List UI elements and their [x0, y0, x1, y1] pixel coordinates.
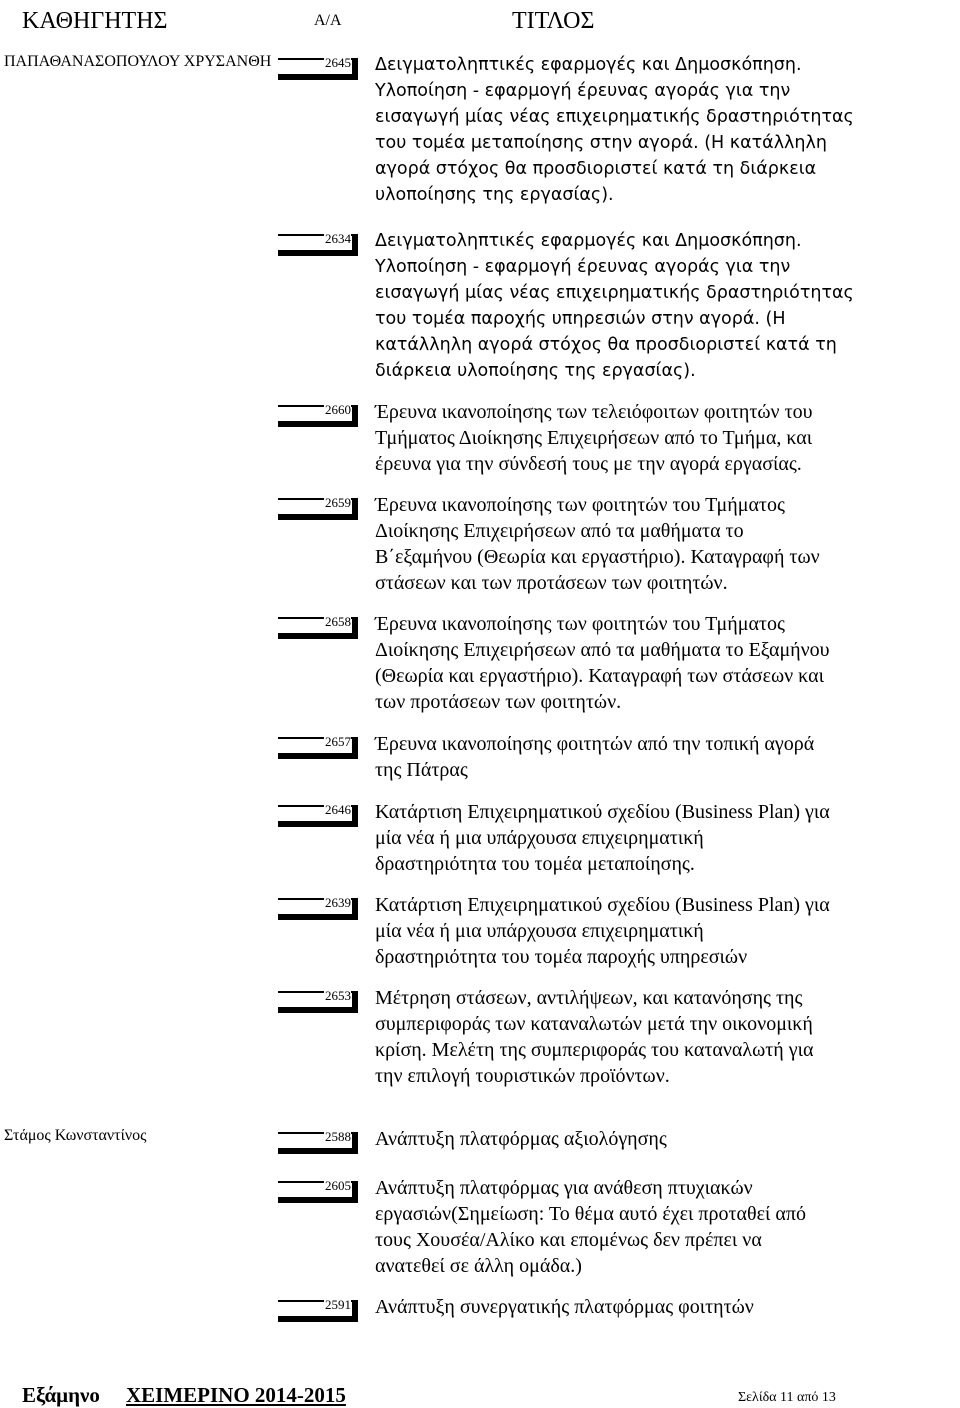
topic-title: Έρευνα ικανοποίησης των τελειόφοιτων φοιτητών του Τμήματος Διοίκησης Επιχειρήσεων από το Τμήμα, και έρευνα για την σύνδεσή τους με την αγορά εργασίας. [375, 401, 813, 475]
topic-title: Ανάπτυξη πλατφόρμας αξιολόγησης [375, 1128, 667, 1150]
topic-title: Ανάπτυξη πλατφόρμας για ανάθεση πτυχιακών εργασιών(Σημείωση: Το θέμα αυτό έχει προταθεί από τους Χουσέα/Αλίκο και επομένως δεν πρέπει να ανατεθεί σε άλλη ομάδα.) [375, 1177, 806, 1277]
topic-id: 2639 [325, 895, 351, 910]
professor-name: ΠΑΠΑΘΑΝΑΣΟΠΟΥΛΟΥ ΧΡΥΣΑΝΘΗ [4, 53, 272, 70]
topic-id: 2658 [325, 614, 351, 629]
header-aa: Α/Α [314, 12, 342, 29]
topic-title: Δειγματοληπτικές εφαρμογές και Δημοσκόπηση. Υλοποίηση - εφαρμογή έρευνας αγοράς για την εισαγωγή μίας νέας επιχειρηματικής δραστηριότητας του τομέα μεταποίησης στην αγορά. (Η κατάλληλη αγορά στόχος θα προσδιοριστεί κατά τη διάρκεια υλοποίησης της εργασίας). [375, 55, 854, 205]
header-title: ΤΙΤΛΟΣ [512, 8, 595, 34]
topic-title: Έρευνα ικανοποίησης των φοιτητών του Τμήματος Διοίκησης Επιχειρήσεων από τα μαθήματα το Εξαμήνου (Θεωρία και εργαστήριο). Καταγραφή των στάσεων και των προτάσεων των φοιτητών. [375, 613, 830, 713]
professor-name: Στάμος Κωνσταντίνος [4, 1127, 147, 1144]
topic-title: Μέτρηση στάσεων, αντιλήψεων, και κατανόησης της συμπεριφοράς των καταναλωτών μετά την οικονομική κρίση. Μελέτη της συμπεριφοράς του καταναλωτή για την επιλογή τουριστικών προϊόντων. [375, 987, 814, 1087]
id-box [278, 55, 358, 80]
id-box [278, 1178, 358, 1203]
id-box [278, 802, 358, 827]
id-box [278, 231, 358, 256]
topic-id: 2645 [325, 55, 351, 70]
id-box [278, 495, 358, 520]
topic-title: Κατάρτιση Επιχειρηματικού σχεδίου (Business Plan) για μία νέα ή μια υπάρχουσα επιχειρηματική δραστηριότητα του τομέα μεταποίησης. [375, 801, 830, 875]
id-box [278, 1297, 358, 1322]
footer-semester-label: Εξάμηνο [22, 1383, 100, 1407]
topic-title: Ανάπτυξη συνεργατικής πλατφόρμας φοιτητών [375, 1296, 754, 1318]
topic-id: 2605 [325, 1178, 351, 1193]
topic-title: Έρευνα ικανοποίησης φοιτητών από την τοπική αγορά της Πάτρας [375, 733, 815, 781]
topic-id: 2660 [325, 402, 351, 417]
footer-semester-value: ΧΕΙΜΕΡΙΝΟ 2014-2015 [126, 1383, 346, 1407]
header-professor: ΚΑΘΗΓΗΤΗΣ [22, 8, 168, 34]
id-box [278, 402, 358, 427]
id-box [278, 614, 358, 639]
topic-id: 2588 [325, 1129, 351, 1144]
id-box [278, 734, 358, 759]
id-box [278, 895, 358, 920]
topic-id: 2657 [325, 734, 351, 749]
topic-id: 2591 [325, 1297, 351, 1312]
topic-id: 2659 [325, 495, 351, 510]
topic-id: 2653 [325, 988, 351, 1003]
topic-id: 2634 [325, 231, 351, 246]
id-box [278, 988, 358, 1013]
id-box [278, 1129, 358, 1154]
topic-title: Δειγματοληπτικές εφαρμογές και Δημοσκόπηση. Υλοποίηση - εφαρμογή έρευνας αγοράς για την εισαγωγή μίας νέας επιχειρηματικής δραστηριότητας του τομέα παροχής υπηρεσιών στην αγορά. (Η κατάλληλη αγορά στόχος θα προσδιοριστεί κατά τη διάρκεια υλοποίησης της εργασίας). [375, 231, 854, 381]
topic-title: Κατάρτιση Επιχειρηματικού σχεδίου (Business Plan) για μία νέα ή μια υπάρχουσα επιχειρηματική δραστηριότητα του τομέα παροχής υπηρεσιών [375, 894, 830, 968]
topic-title: Έρευνα ικανοποίησης των φοιτητών του Τμήματος Διοίκησης Επιχειρήσεων από τα μαθήματα το Β΄εξαμήνου (Θεωρία και εργαστήριο). Καταγραφή των στάσεων και των προτάσεων των φοιτητών. [375, 494, 820, 594]
page-number: Σελίδα 11 από 13 [738, 1390, 836, 1405]
topic-id: 2646 [325, 802, 351, 817]
